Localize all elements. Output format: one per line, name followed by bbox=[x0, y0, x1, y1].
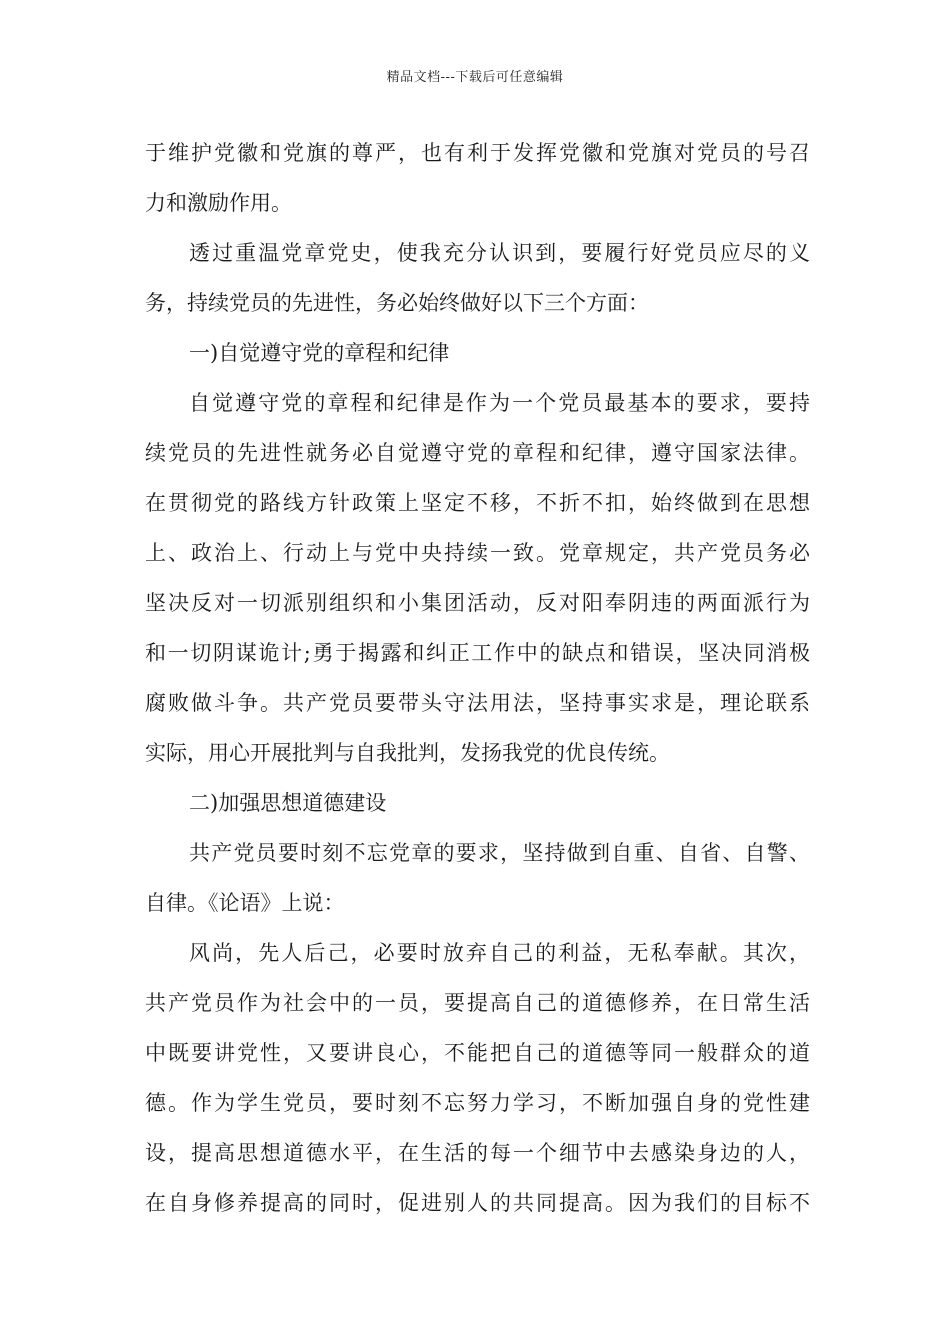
body-line: 透过重温党章党史，使我充分认识到，要履行好党员应尽的义 bbox=[189, 241, 810, 265]
section-heading: 二)加强思想道德建设 bbox=[189, 791, 387, 815]
body-line: 上、政治上、行动上与党中央持续一致。党章规定，共产党员务必 bbox=[145, 541, 810, 565]
body-line: 和一切阴谋诡计;勇于揭露和纠正工作中的缺点和错误，坚决同消极 bbox=[145, 641, 810, 665]
page-header: 精品文档---下载后可任意编辑 bbox=[386, 70, 564, 85]
document-body bbox=[145, 128, 810, 1228]
body-line: 在贯彻党的路线方针政策上坚定不移，不折不扣，始终做到在思想 bbox=[145, 491, 810, 515]
body-line: 续党员的先进性就务必自觉遵守党的章程和纪律，遵守国家法律。 bbox=[145, 441, 810, 465]
body-line: 自觉遵守党的章程和纪律是作为一个党员最基本的要求，要持 bbox=[189, 391, 810, 415]
body-line: 共产党员要时刻不忘党章的要求，坚持做到自重、自省、自警、 bbox=[189, 841, 810, 865]
body-line: 于维护党徽和党旗的尊严，也有利于发挥党徽和党旗对党员的号召 bbox=[145, 141, 810, 165]
body-line: 设，提高思想道德水平，在生活的每一个细节中去感染身边的人， bbox=[145, 1141, 810, 1165]
body-line: 自律。《论语》上说： bbox=[145, 891, 345, 915]
body-line: 力和激励作用。 bbox=[145, 191, 292, 215]
body-line: 共产党员作为社会中的一员，要提高自己的道德修养，在日常生活 bbox=[145, 991, 810, 1015]
body-line: 中既要讲党性，又要讲良心，不能把自己的道德等同一般群众的道 bbox=[145, 1041, 810, 1065]
body-line: 坚决反对一切派别组织和小集团活动，反对阳奉阴违的两面派行为 bbox=[145, 591, 810, 615]
body-line: 风尚，先人后己，必要时放弃自己的利益，无私奉献。其次， bbox=[189, 941, 810, 965]
body-line: 在自身修养提高的同时，促进别人的共同提高。因为我们的目标不 bbox=[145, 1191, 810, 1215]
body-line: 腐败做斗争。共产党员要带头守法用法，坚持事实求是，理论联系 bbox=[145, 691, 810, 715]
body-line: 务，持续党员的先进性，务必始终做好以下三个方面： bbox=[145, 291, 649, 315]
body-line: 德。作为学生党员，要时刻不忘努力学习，不断加强自身的党性建 bbox=[145, 1091, 810, 1115]
section-heading: 一)自觉遵守党的章程和纪律 bbox=[189, 341, 450, 365]
body-line: 实际，用心开展批判与自我批判，发扬我党的优良传统。 bbox=[145, 741, 670, 765]
